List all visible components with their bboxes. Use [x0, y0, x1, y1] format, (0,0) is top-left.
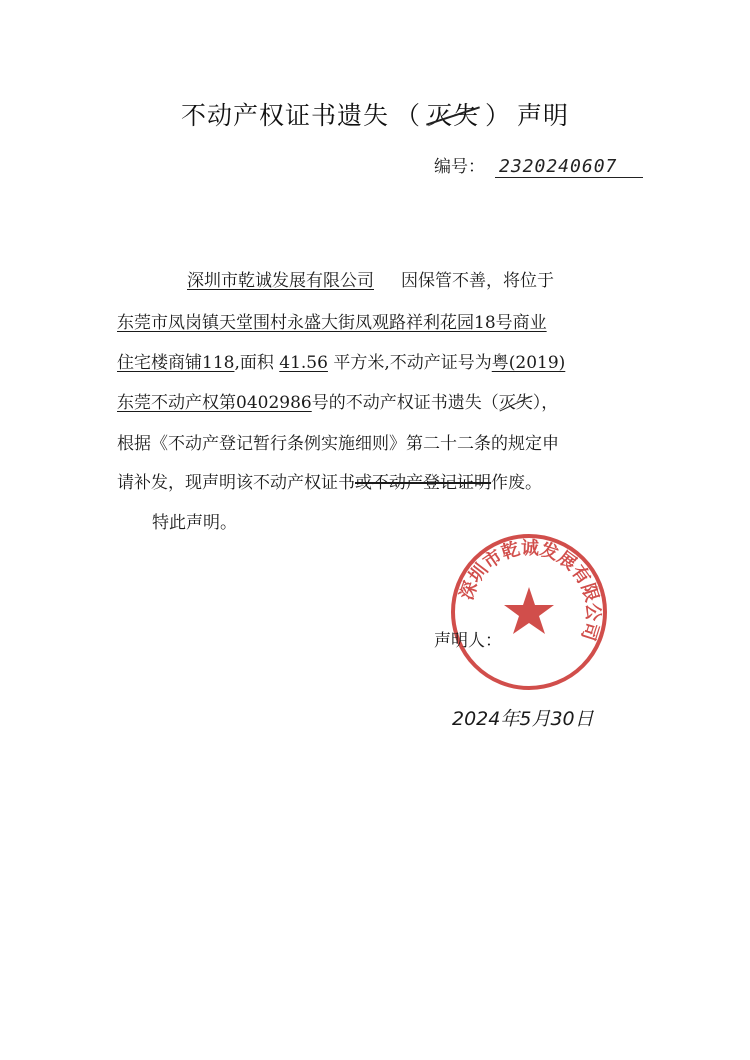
closing-text: 特此声明。	[152, 513, 237, 533]
signer	[434, 626, 502, 651]
area-label: ,面积	[234, 353, 274, 373]
closing-line	[152, 512, 237, 534]
body-line-6-text-b: 作废。	[491, 473, 542, 493]
company-seal	[448, 531, 610, 693]
title-close-paren: ）	[485, 101, 512, 130]
body-line-2	[117, 312, 547, 334]
body-line-4-text: 号的不动产权证书遗失（	[311, 393, 499, 413]
area-value: 41.56	[279, 353, 328, 373]
body-line-6-text-a: 请补发，现声明该不动产权证书	[117, 473, 355, 493]
title-open-paren: （	[394, 101, 421, 130]
body-line-5	[117, 433, 559, 455]
doc-number-label: 编号：	[434, 157, 485, 177]
title-struck-word: 灭失	[427, 96, 479, 132]
title-main: 不动产权证书遗失	[180, 101, 389, 130]
body-line-4-close: ），	[532, 393, 559, 413]
struck-destroyed: 灭失	[498, 393, 533, 413]
body-line-5-text: 根据《不动产登记暂行条例实施细则》第二十二条的规定申	[117, 434, 559, 454]
body-line-6	[117, 472, 542, 494]
doc-number	[434, 152, 643, 178]
body-line-3	[117, 352, 565, 374]
declaration-date	[452, 704, 594, 731]
signer-label: 声明人：	[434, 631, 502, 651]
body-line-1-placed	[187, 270, 554, 292]
title-tail: 声明	[517, 101, 570, 130]
struck-certificate: 或不动产登记证明	[355, 473, 491, 493]
property-address-2: 住宅楼商铺118	[117, 353, 235, 373]
cert-prefix: 粤(2019)	[491, 353, 566, 373]
company-name: 深圳市乾诚发展有限公司	[187, 271, 374, 291]
document-title	[0, 96, 750, 132]
property-address-1: 东莞市凤岗镇天堂围村永盛大街凤观路祥利花园18号商业	[117, 313, 547, 333]
body-line-4	[117, 392, 558, 414]
seal-star-icon	[504, 587, 554, 634]
seal-lettering: 深圳市乾诚发展有限公司	[456, 537, 604, 644]
area-unit: 平方米,不动产证号为	[333, 353, 492, 373]
date-value: 2024年5月30日	[452, 708, 594, 730]
cert-number: 东莞不动产权第0402986	[117, 393, 312, 413]
body-line-1-text: 因保管不善，将位于	[401, 271, 555, 291]
doc-number-value: 2320240607	[495, 156, 643, 178]
